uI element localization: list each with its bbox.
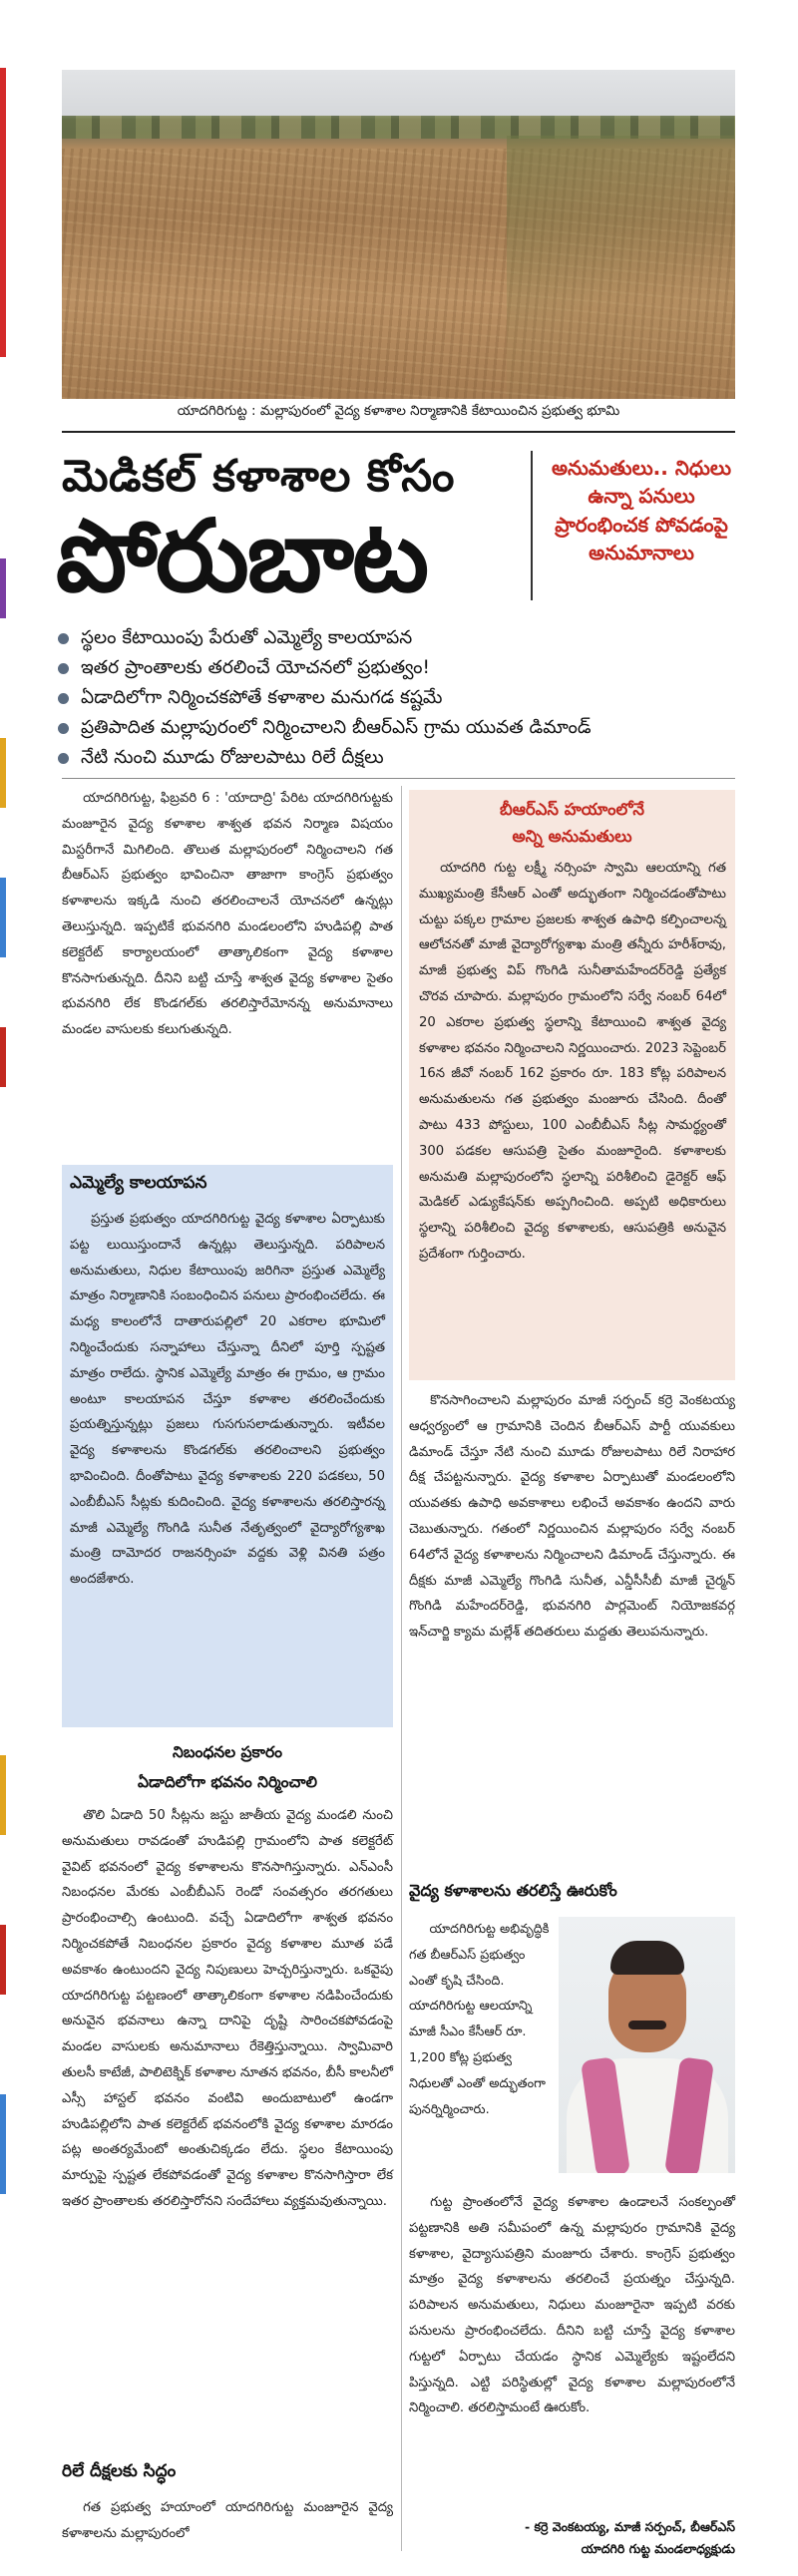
bullet-item	[56, 623, 754, 653]
edge-color-strip	[0, 738, 6, 808]
bullet-dot-icon	[58, 633, 69, 644]
brs-approvals-box	[409, 790, 735, 1380]
intro-paragraph	[62, 786, 393, 1043]
bullet-item	[56, 743, 754, 773]
quote-text-1: యాదగిరిగుట్ట అభివృద్ధికి గత బీఆర్ఎస్ ప్రభుత్వం ఎంతో కృషి చేసింది. యాదగిరిగుట్ట ఆలయాన్ని మాజీ సీఎం కేసీఆర్ రూ. 1,200 కోట్ల ప్రభుత్వ నిధులతో ఎంతో అద్భుతంగా పునర్నిర్మించారు.	[409, 1922, 550, 2117]
bullet-list	[56, 623, 754, 773]
quote-text-2: గుట్ట ప్రాంతంలోనే వైద్య కళాశాల ఉండాలనే సంకల్పంతో పట్టణానికి అతి సమీపంలో ఉన్న మల్లాపురం గ్రామానికి వైద్య కళాశాల, వైద్యాసుపత్రిని మంజూరు చేశారు. కాంగ్రెస్ ప్రభుత్వం మాత్రం వైద్య కళాశాలను తరలించే ప్రయత్నం చేస్తున్నది. పరిపాలన అనుమతులు, నిధులు మంజూరైనా ఇప్పటి వరకు పనులను ప్రారంభించలేదు. దీనిని బట్టి చూస్తే వైద్య కళాశాల గుట్టలో ఏర్పాటు చేయడం స్థానిక ఎమ్మెల్యేకు ఇష్టంలేదని పిస్తున్నది. ఎట్టి పరిస్థితుల్లో వైద్య కళాశాల మల్లాపురంలోనే నిర్మించాలి. తరలిస్తామంటే ఊరుకోం.	[409, 2195, 735, 2416]
photo-caption: యాదగిరిగుట్ట : మల్లాపురంలో వైద్య కళాశాల నిర్మాణానికి కేటాయించిన ప్రభుత్వ భూమి	[177, 403, 620, 419]
bullet-item	[56, 683, 754, 713]
brs-approvals-title	[409, 796, 735, 850]
bullet-dot-icon	[58, 693, 69, 704]
bullet-text: ప్రతిపాదిత మల్లాపురంలో నిర్మించాలని బీఆర్ఎస్ గ్రామ యువత డిమాండ్	[81, 717, 592, 738]
field-photo	[62, 70, 735, 399]
mla-delay-text: ప్రస్తుత ప్రభుత్వం యాదగిరిగుట్ట వైద్య కళాశాల ఏర్పాటుకు పట్ట లుయిస్తుందానే ఉన్నట్లు తెలుస్తున్నది. పరిపాలన అనుమతులు, నిధుల కేటాయింపు జరిగినా ప్రస్తుత ఎమ్మెల్యే మాత్రం నిర్మాణానికి సంబంధించిన పనులు ప్రారంభించలేదు. ఈ మధ్య కాలంలోనే దాతారుపల్లిలో 20 ఎకరాల భూమిలో నిర్మించేందుకు సన్నాహాలు చేస్తున్నా దీనిలో పూర్తి స్పష్టత మాత్రం రాలేదు. స్థానిక ఎమ్మెల్యే మాత్రం ఈ గ్రామం, ఆ గ్రామం అంటూ కాలయాపన చేస్తూ కళాశాల తరలించేందుకు ప్రయత్నిస్తున్నట్లు ప్రజలు గుసగుసలాడుతున్నారు. ఇటీవల వైద్య కళాశాలను కొండగల్‌కు తరలించాలని ప్రభుత్వం భావించింది. దీంతోపాటు వైద్య కళాశాలకు 220 పడకలు, 50 ఎంబీబీఎస్ సీట్లకు కుదించింది. వైద్య కళాశాలను తరలిస్తారన్న మాజీ ఎమ్మెల్యే గొంగిడి సునీత నేతృత్వంలో వైద్యారోగ్యశాఖ మంత్రి దామోదర రాజనర్సింహ వద్దకు వెళ్లి వినతి పత్రం అందజేశారు.	[70, 1212, 385, 1588]
rules-subhead-line-1: నిబంధనల ప్రకారం	[172, 1743, 283, 1761]
bullet-dot-icon	[58, 663, 69, 674]
edge-color-strip	[0, 558, 6, 618]
continuation-text: కొనసాగించాలని మల్లాపురం మాజీ సర్పంచ్ కర్రె వెంకటయ్య ఆధ్వర్యంలో ఆ గ్రామానికి చెందిన బీఆర్ఎస్ పార్టీ యువకులు డిమాండ్ చేస్తూ నేటి నుంచి మూడు రోజులపాటు రిలే నిరాహార దీక్ష చేపట్టనున్నారు. వైద్య కళాశాల ఏర్పాటుతో మండలంలోని యువతకు ఉపాధి అవకాశాలు లభించే అవకాశం ఉందని వారు చెబుతున్నారు. గతంలో నిర్ణయించిన మల్లాపురం సర్వే నంబర్ 64లోనే వైద్య కళాశాలను నిర్మించాలని డిమాండ్ చేస్తున్నారు. ఈ దీక్షకు మాజీ ఎమ్మెల్యే గొంగిడి సునీత, ఎన్డీసీసీబీ మాజీ చైర్మన్ గొంగిడి మహేందర్‌రెడ్డి, భువనగిరి పార్లమెంట్ నియోజకవర్గ ఇన్‌చార్జి క్యామ మల్లేశ్ తదితరులు మద్దతు తెలుపనున్నారు.	[409, 1393, 735, 1641]
bullet-dot-icon	[58, 753, 69, 764]
mla-delay-box	[62, 1165, 393, 1727]
bullet-text: స్థలం కేటాయింపు పేరుతో ఎమ్మెల్యే కాలయాపన	[81, 627, 413, 648]
edge-color-strip	[0, 2094, 6, 2194]
bullet-text: నేటి నుంచి మూడు రోజులపాటు రిలే దీక్షలు	[81, 747, 384, 768]
bullet-item	[56, 653, 754, 683]
brs-approvals-text: యాదగిరి గుట్ట లక్ష్మీ నర్సింహ స్వామి ఆలయాన్ని గత ముఖ్యమంత్రి కేసీఆర్ ఎంతో అద్భుతంగా నిర్మించడంతోపాటు చుట్టు పక్కల గ్రామాల ప్రజలకు శాశ్వత ఉపాధి కల్పించాలన్న ఆలోచనతో మాజీ వైద్యారోగ్యశాఖ మంత్రి తన్నీరు హరీశ్‌రావు, మాజీ ప్రభుత్వ విప్ గొంగిడి సునీతామహేందర్‌రెడ్డి ప్రత్యేక చొరవ చూపారు. మల్లాపురం గ్రామంలోని సర్వే నంబర్ 64లో 20 ఎకరాల ప్రభుత్వ స్థలాన్ని కేటాయించి శాశ్వత వైద్య కళాశాల భవనం నిర్మించాలని నిర్ణయించారు. 2023 సెప్టెంబర్ 16న జీవో నంబర్ 162 ప్రకారం రూ. 183 కోట్ల పరిపాలన అనుమతులను గత ప్రభుత్వం మంజూరు చేసింది. దీంతో పాటు 433 పోస్టులు, 100 ఎంబీబీఎస్ సీట్ల సామర్థ్యంతో 300 పడకల ఆసుపత్రి సైతం మంజూరైంది. కళాశాలకు అనుమతి మల్లాపురంలోని స్థలాన్ని పరిశీలించి డైరెక్టర్ ఆఫ్ మెడికల్ ఎడ్యుకేషన్‌కు అప్పగించింది. అప్పటి అధికారులు స్థలాన్ని పరిశీలించి వైద్య కళాశాలకు, ఆసుపత్రికి అనువైన ప్రదేశంగా గుర్తించారు.	[419, 861, 726, 1262]
mla-delay-title: ఎమ్మెల్యే కాలయాపన	[70, 1173, 207, 1193]
bullet-dot-icon	[58, 723, 69, 734]
headline-main: పోరుబాట	[56, 498, 428, 614]
edge-color-strip	[0, 1755, 6, 1835]
quote-paragraph-wide	[409, 2190, 735, 2421]
bullet-text: ఏడాదిలోగా నిర్మించకపోతే కళాశాల మనుగడ కష్టమే	[81, 687, 443, 708]
caption-rule	[62, 431, 735, 433]
portrait-hair	[610, 1941, 684, 1975]
brs-approvals-title-line-2: అన్ని అనుమతులు	[512, 827, 632, 846]
column-divider	[401, 786, 402, 2551]
continuation-paragraph	[409, 1388, 735, 1646]
bullets-rule	[62, 778, 735, 779]
quote-credit	[394, 2516, 735, 2560]
photo-grass	[507, 136, 736, 399]
mla-delay-body	[70, 1207, 385, 1593]
edge-color-strip	[0, 1027, 6, 1087]
edge-color-strip	[0, 1925, 6, 1995]
credit-name: - కర్రె వెంకటయ్య, మాజీ సర్పంచ్, బీఆర్ఎస్	[524, 2519, 735, 2534]
credit-title: యాదగిరి గుట్ట మండలాధ్యక్షుడు	[581, 2541, 735, 2556]
quote-paragraph-narrow	[409, 1917, 551, 2122]
headline-kicker: మెడికల్ కళాశాల కోసం	[62, 451, 455, 502]
brs-approvals-title-line-1: బీఆర్ఎస్ హయాంలోనే	[499, 800, 645, 819]
rules-subhead	[62, 1737, 393, 1797]
rules-subhead-line-2: ఏడాదిలోగా భవనం నిర్మించాలి	[137, 1773, 317, 1791]
headline-divider	[531, 451, 533, 600]
bullet-item	[56, 713, 754, 743]
bullet-text: ఇతర ప్రాంతాలకు తరలించే యోచనలో ప్రభుత్వం!	[81, 657, 430, 678]
quote-heading: వైద్య కళాశాలను తరలిస్తే ఊరుకోం	[409, 1881, 617, 1900]
leader-portrait	[559, 1917, 735, 2173]
headline-side-note: అనుమతులు.. నిధులు ఉన్నా పనులు ప్రారంభించక పోవడంపై అనుమానాలు	[551, 456, 732, 565]
brs-approvals-body	[419, 856, 726, 1268]
intro-text: యాదగిరిగుట్ట, ఫిబ్రవరి 6 : 'యాదాద్రి' పేరిట యాదగిరిగుట్టకు మంజూరైన వైద్య కళాశాల శాశ్వత భవన నిర్మాణ విషయం మిస్టరీగానే మిగిలింది. తొలుత మల్లాపురంలో నిర్మించాలని గత బీఆర్ఎస్ ప్రభుత్వం భావించినా తాజాగా కాంగ్రెస్ ప్రభుత్వం కళాశాలను ఇక్కడి నుంచి తరలించాలనే యోచనలో ఉన్నట్లు తెలుస్తున్నది. ఇప్పటికే భువనగిరి మండలంలోని హుడిపల్లి పాత కలెక్టరేట్ కార్యాలయంలో తాత్కాలికంగా వైద్య కళాశాల కొనసాగుతున్నది. దీనిని బట్టి చూస్తే శాశ్వత వైద్య కళాశాల సైతం భువనగిరి లేక కొండగల్‌కు తరలిస్తారేమోనన్న అనుమానాలు మండల వాసులకు కలుగుతున్నది.	[62, 791, 393, 1038]
relay-heading: రిలే దీక్షలకు సిద్ధం	[62, 2461, 177, 2481]
edge-color-strip	[0, 878, 6, 957]
rules-paragraph	[62, 1803, 393, 2215]
rules-text: తొలి ఏడాది 50 సీట్లను జస్టు జాతీయ వైద్య మండలి నుంచి అనుమతులు రావడంతో హుడిపల్లి గ్రామంలోని పాత కలెక్టరేట్ వైవిట్ భవనంలో వైద్య కళాశాలను కొనసాగిస్తున్నారు. ఎన్ఎంసీ నిబంధనల మేరకు ఎంబీబీఎస్ రెండో సంవత్సరం తరగతులు ప్రారంభించాల్సి ఉంటుంది. వచ్చే ఏడాదిలోగా శాశ్వత భవనం నిర్మించకపోతే నిబంధనల ప్రకారం వైద్య కళాశాల మూత పడే అవకాశం ఉంటుందని వైద్య నిపుణులు హెచ్చరిస్తున్నారు. ఒకవైపు యాదగిరిగుట్ట పట్టణంలో తాత్కాలికంగా కళాశాల నడిపించేందుకు అనువైన భవనాలు ఉన్నా దానిపై దృష్టి సారించకపోవడంపై మండల వాసులకు అనుమానాలు రేకెత్తిస్తున్నాయి. స్వామివారి తులసీ కాటేజీ, పాలిటెక్నిక్ కళాశాల నూతన భవనం, బీసీ కాలనీలో ఎస్సీ హాస్టల్ భవనం వంటివి అందుబాటులో ఉండగా హుడిపల్లిలోని పాత కలెక్టరేట్ భవనంలోకి వైద్య కళాశాల మారడం పట్ల అంతర్యమేంటో అంతుచిక్కడం లేదు. స్థలం కేటాయింపు మార్పుపై స్పష్టత లేకపోవడంతో వైద్య కళాశాల కొనసాగిస్తారా లేక ఇతర ప్రాంతాలకు తరలిస్తారోనని సందేహాలు వ్యక్తమవుతున్నాయి.	[62, 1808, 393, 2209]
portrait-moustache	[628, 2021, 666, 2029]
relay-text: గత ప్రభుత్వ హయాంలో యాదగిరిగుట్ట మంజూరైన వైద్య కళాశాలను మల్లాపురంలో	[62, 2500, 393, 2541]
edge-color-strip	[0, 68, 6, 357]
relay-paragraph	[62, 2495, 393, 2547]
